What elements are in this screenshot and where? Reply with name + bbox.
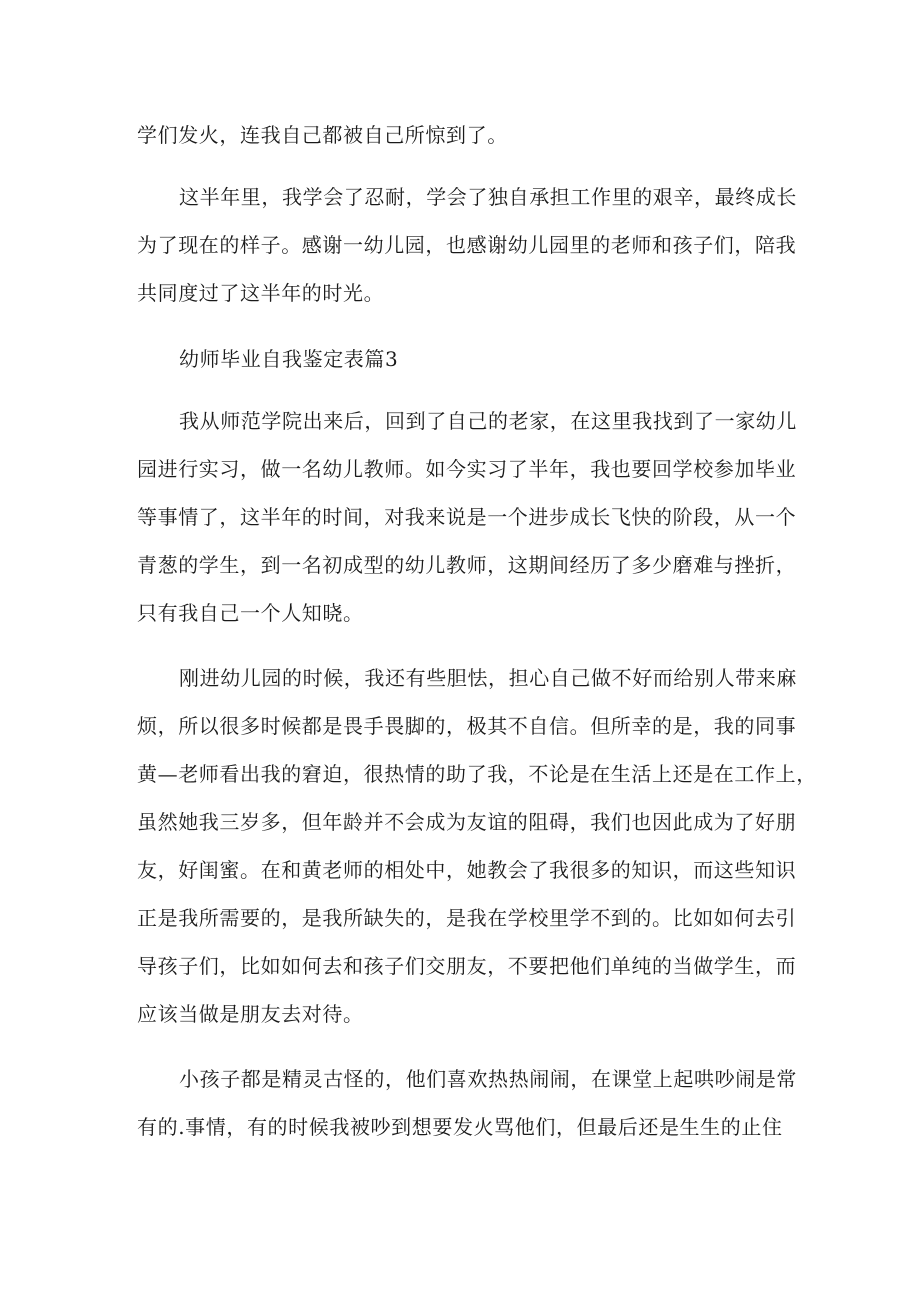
text-line: 只有我自己一个人知晓。 [137,601,364,625]
paragraph-children [137,1055,797,1151]
text-line: 虽然她我三岁多，但年龄并不会成为友谊的阻碍，我们也因此成为了好朋 [137,810,797,834]
paragraph-colleague [137,654,817,1038]
paragraph-continuation [137,111,787,159]
text-line: 等事情了，这半年的时间，对我来说是一个进步成长飞快的阶段，从一个 [137,505,797,529]
text-line: 正是我所需要的，是我所缺失的，是我在学校里学不到的。比如如何去引 [137,906,797,930]
text-line: 应该当做是朋友去对待。 [137,1002,364,1026]
text-line: 我从师范学院出来后，回到了自己的老家，在这里我找到了一家幼儿 [179,409,797,433]
text-line: 园进行实习，做一名幼儿教师。如今实习了半年，我也要回学校参加毕业 [137,457,797,481]
paragraph-half-year [137,173,797,317]
text-line: 刚进幼儿园的时候，我还有些胆怯，担心自己做不好而给别人带来麻 [179,666,797,690]
section-heading [137,335,787,383]
text-line: 青葱的学生，到一名初成型的幼儿教师，这期间经历了多少磨难与挫折， [137,553,797,577]
text-line: 为了现在的样子。感谢一幼儿园，也感谢幼儿园里的老师和孩子们，陪我 [137,233,797,257]
text-line: 友，好闺蜜。在和黄老师的相处中，她教会了我很多的知识，而这些知识 [137,858,797,882]
text-line: 这半年里，我学会了忍耐，学会了独自承担工作里的艰辛，最终成长 [179,185,797,209]
heading-text: 幼师毕业自我鉴定表篇3 [179,347,399,371]
text-line: 导孩子们，比如如何去和孩子们交朋友，不要把他们单纯的当做学生，而 [137,954,797,978]
text-line: 共同度过了这半年的时光。 [137,281,385,305]
text-line: 黄—老师看出我的窘迫，很热情的助了我，不论是在生活上还是在工作上， [137,762,817,786]
text-line: 小孩子都是精灵古怪的，他们喜欢热热闹闹，在课堂上起哄吵闹是常 [179,1067,797,1091]
text-line: 学们发火，连我自己都被自己所惊到了。 [137,123,508,147]
paragraph-intro [137,397,797,637]
text-line: 有的.事情，有的时候我被吵到想要发火骂他们，但最后还是生生的止住 [137,1115,783,1139]
text-line: 烦，所以很多时候都是畏手畏脚的，极其不自信。但所幸的是，我的同事 [137,714,797,738]
